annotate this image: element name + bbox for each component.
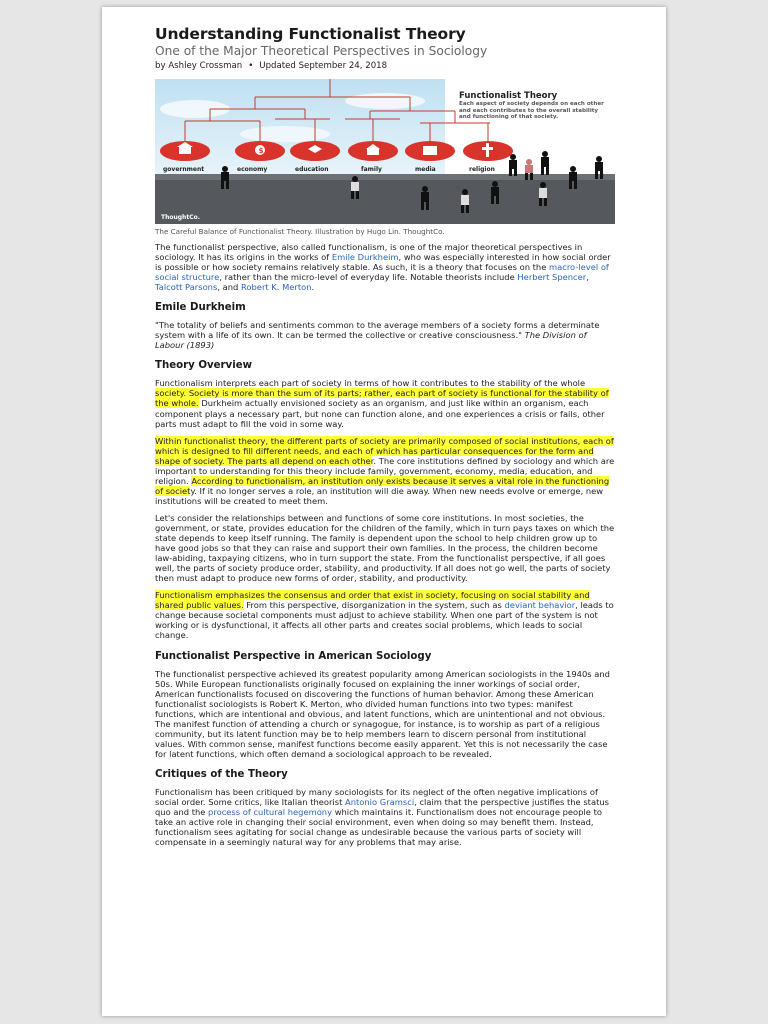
figure-description: Each aspect of society depends on each other and each contributes to the overall stability and functioning of that society. bbox=[459, 101, 604, 121]
link-talcott-parsons[interactable]: Talcott Parsons bbox=[155, 282, 218, 293]
quote-source: The Division of Labour (1893) bbox=[155, 330, 587, 351]
author: by Ashley Crossman bbox=[155, 61, 243, 71]
link-macro-level[interactable]: macro-level of social structure bbox=[155, 262, 609, 283]
overview-paragraph-3: Let's consider the relationships between and functions of some core institutions. In most societies, the government, or state, provides education for the children of the family, which in turn pays taxes on which the state depends to keep itself running. The family is dependent upon the school to help children grow up to have good jobs so that they can raise and support their own families. In the process, the children become law-abiding, taxpaying citizens, who in turn support the state. From the functionalist perspective, if all goes well, the parts of society produce order, stability, and productivity. If all does not go well, the parts of society then must adapt to produce new forms of order, stability, and productivity. bbox=[155, 512, 615, 584]
updated-date: Updated September 24, 2018 bbox=[259, 61, 388, 71]
link-emile-durkheim[interactable]: Emile Durkheim bbox=[331, 252, 399, 263]
label-family: family bbox=[361, 166, 382, 173]
highlight: Functionalism emphasizes the consensus and order that exist in society, focusing on social stability and shared public values. bbox=[155, 590, 590, 611]
critiques-paragraph: Functionalism has been critiqued by many sociologists for its neglect of the often negative implications of social order. Some critics, like Italian theorist Antonio Gramsci, claim that the perspective justifies the status quo and the process of cultural hegemony which maintains it. Functionalism does not encourage people to take an active role in changing their social environment, even when doing so may benefit them. Instead, functionalism sees agitating for social change as undesirable because the various parts of society will compensate in a seemingly natural way for any problems that may arise. bbox=[155, 786, 609, 848]
figure-heading: Functionalist Theory bbox=[459, 91, 558, 101]
link-cultural-hegemony[interactable]: process of cultural hegemony bbox=[208, 807, 333, 818]
illustration bbox=[155, 79, 615, 224]
label-religion: religion bbox=[469, 166, 495, 173]
article-page bbox=[102, 7, 666, 1016]
link-herbert-spencer[interactable]: Herbert Spencer bbox=[517, 272, 587, 283]
article-subtitle: One of the Major Theoretical Perspectives in Sociology bbox=[155, 44, 488, 58]
overview-paragraph-4: Functionalism emphasizes the consensus and order that exist in society, focusing on social stability and shared public values. From this perspective, disorganization in the system, such as deviant behavior, leads to change because societal components must adjust to achieve stability. When one part of the system is not working or is dysfunctional, it affects all other parts and creates social problems, which leads to social change. bbox=[155, 590, 614, 641]
byline-separator: • bbox=[248, 61, 254, 71]
byline bbox=[155, 61, 615, 71]
svg-text:$: $ bbox=[258, 147, 264, 155]
article-body bbox=[155, 25, 615, 854]
heading-emile-durkheim: Emile Durkheim bbox=[155, 302, 246, 314]
overview-paragraph-1: Functionalism interprets each part of society in terms of how it contributes to the stability of the whole society. Society is more than the sum of its parts; rather, each part of society is functional for the stability of the whole. Durkheim actually envisioned society as an organism, and just like within an organism, each component plays a necessary part, but none can function alone, and one experiences a crisis or fails, other parts must adapt to fill the void in some way. bbox=[155, 378, 609, 429]
heading-critiques: Critiques of the Theory bbox=[155, 768, 288, 780]
highlight: society. Society is more than the sum of its parts; rather, each part of society is functional for the stability of the whole. bbox=[155, 388, 609, 409]
link-robert-merton[interactable]: Robert K. Merton bbox=[240, 282, 312, 293]
durkheim-quote: "The totality of beliefs and sentiments common to the average members of a society forms a determinate system with a life of its own. It can be termed the collective or creative consciousness." The Division of Labour (1893) bbox=[155, 320, 600, 351]
thoughtco-logo: ThoughtCo. bbox=[161, 214, 200, 221]
label-government: government bbox=[163, 166, 205, 173]
heading-theory-overview: Theory Overview bbox=[155, 360, 253, 372]
american-paragraph: The functionalist perspective achieved its greatest popularity among American sociologists in the 1940s and 50s. While European functionalists originally focused on explaining the inner workings of social order, American functionalists focused on discovering the functions of human behavior. Among these American functionalist sociologists is Robert K. Merton, who divided human functions into two types: manifest functions, which are intentional and obvious, and latent functions, which are unintentional and not obvious. The manifest function of attending a church or synagogue, for instance, is to worship as part of a religious community, but its latent function may be to help members learn to discern personal from institutional values. With common sense, manifest functions become easily apparent. Yet this is not necessarily the case for latent functions, which often demand a sociological approach to be revealed. bbox=[155, 668, 610, 759]
link-deviant-behavior[interactable]: deviant behavior bbox=[504, 600, 576, 611]
highlight: Within functionalist theory, the different parts of society are primarily composed of social institutions, each of which is designed to fill different needs, and each of which has particular consequences for the form and shape of society. The parts all depend on each othe bbox=[155, 435, 614, 466]
label-economy: economy bbox=[237, 166, 268, 173]
label-media: media bbox=[415, 166, 436, 173]
article-title: Understanding Functionalist Theory bbox=[155, 25, 466, 43]
label-education: education bbox=[295, 166, 329, 173]
heading-american-sociology: Functionalist Perspective in American Sociology bbox=[155, 650, 432, 662]
intro-paragraph: The functionalist perspective, also called functionalism, is one of the major theoretical perspectives in sociology. It has its origins in the works of Emile Durkheim, who was especially interested in how social order is possible or how society remains relatively stable. As such, it is a theory that focuses on the macro-level of social structure, rather than the micro-level of everyday life. Notable theorists include Herbert Spencer, Talcott Parsons, and Robert K. Merton. bbox=[155, 242, 611, 293]
figure-caption: The Careful Balance of Functionalist Theory. Illustration by Hugo Lin. ThoughtCo. bbox=[155, 227, 445, 236]
overview-paragraph-2: Within functionalist theory, the different parts of society are primarily composed of social institutions, each of which is designed to fill different needs, and each of which has particular consequences for the form and shape of society. The parts all depend on each other. The core institutions defined by sociology and which are important to understanding for this theory include family, government, economy, media, education, and religion. According to functionalism, an institution only exists because it serves a vital role in the functioning of society. If it no longer serves a role, an institution will die away. When new needs evolve or emerge, new institutions will be created to meet them. bbox=[155, 435, 615, 506]
link-antonio-gramsci[interactable]: Antonio Gramsci bbox=[345, 796, 415, 807]
highlight: According to functionalism, an institution only exists because it serves a vital role in the functioning of societ bbox=[155, 475, 610, 496]
